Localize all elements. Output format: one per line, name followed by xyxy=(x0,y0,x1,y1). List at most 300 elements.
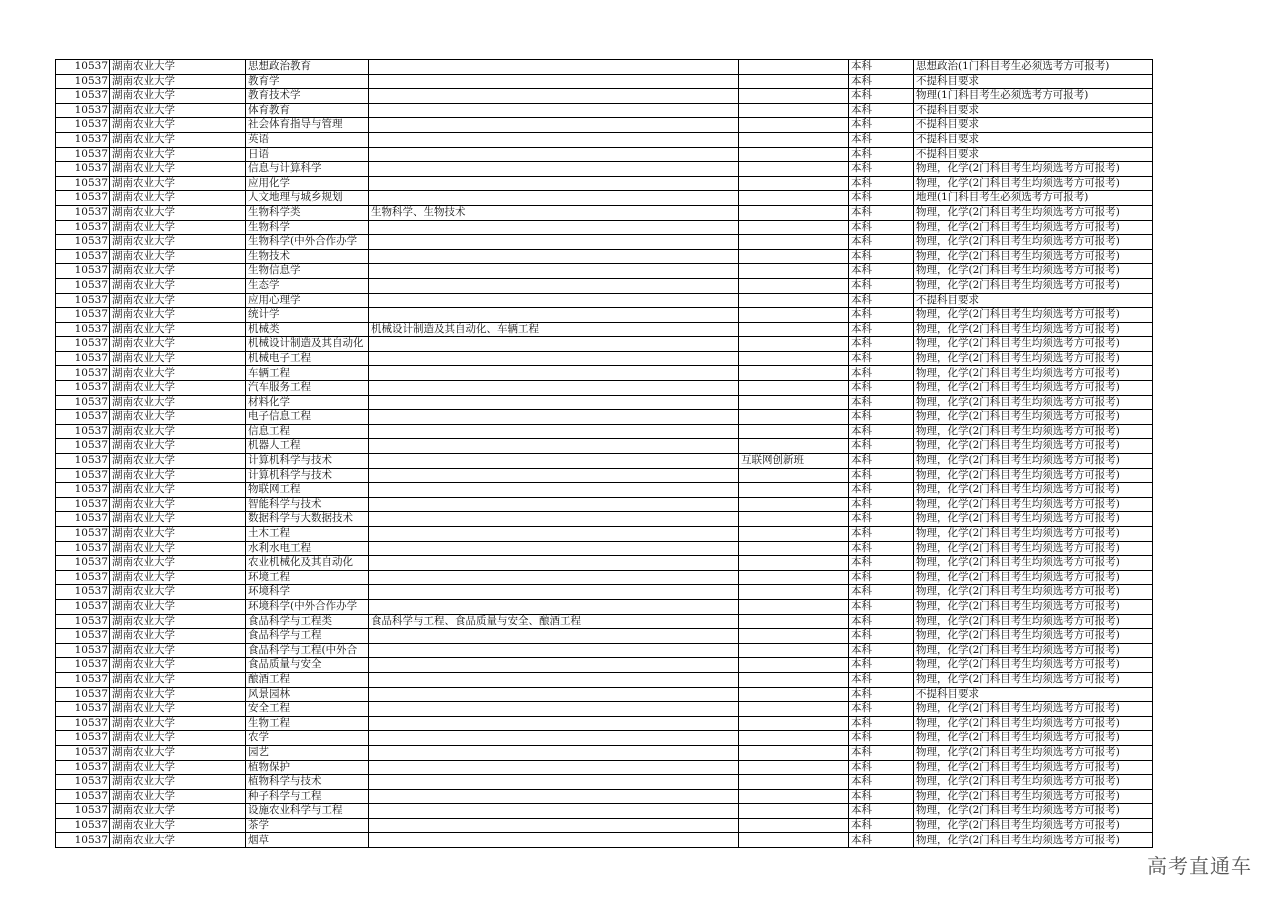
school-code-cell: 10537 xyxy=(56,395,110,410)
subject-requirement-cell: 不提科目要求 xyxy=(914,147,1153,162)
school-name-cell: 湖南农业大学 xyxy=(110,322,246,337)
table-row xyxy=(56,337,1153,352)
major-name-cell: 思想政治教育 xyxy=(246,60,369,75)
school-code-cell: 10537 xyxy=(56,585,110,600)
table-row xyxy=(56,833,1153,848)
major-name-cell: 生物技术 xyxy=(246,249,369,264)
school-code-cell: 10537 xyxy=(56,483,110,498)
included-majors-cell xyxy=(369,629,739,644)
major-name-cell: 物联网工程 xyxy=(246,483,369,498)
note-cell xyxy=(739,818,849,833)
subject-requirement-cell: 物理，化学(2门科目考生均须选考方可报考) xyxy=(914,570,1153,585)
level-cell: 本科 xyxy=(849,614,914,629)
level-cell: 本科 xyxy=(849,702,914,717)
level-cell: 本科 xyxy=(849,249,914,264)
level-cell: 本科 xyxy=(849,308,914,323)
note-cell xyxy=(739,103,849,118)
included-majors-cell xyxy=(369,497,739,512)
level-cell: 本科 xyxy=(849,132,914,147)
school-name-cell: 湖南农业大学 xyxy=(110,381,246,396)
school-code-cell: 10537 xyxy=(56,132,110,147)
school-code-cell: 10537 xyxy=(56,118,110,133)
note-cell xyxy=(739,483,849,498)
watermark: 高考直通车 xyxy=(1147,854,1252,878)
table-row xyxy=(56,454,1153,469)
note-cell xyxy=(739,89,849,104)
table-row xyxy=(56,789,1153,804)
subject-requirement-cell: 物理，化学(2门科目考生均须选考方可报考) xyxy=(914,527,1153,542)
subject-requirement-cell: 物理，化学(2门科目考生均须选考方可报考) xyxy=(914,439,1153,454)
included-majors-cell xyxy=(369,818,739,833)
school-code-cell: 10537 xyxy=(56,454,110,469)
subject-requirement-cell: 物理，化学(2门科目考生均须选考方可报考) xyxy=(914,424,1153,439)
table-row xyxy=(56,424,1153,439)
note-cell xyxy=(739,74,849,89)
school-name-cell: 湖南农业大学 xyxy=(110,424,246,439)
included-majors-cell xyxy=(369,599,739,614)
table-row xyxy=(56,118,1153,133)
included-majors-cell: 生物科学、生物技术 xyxy=(369,205,739,220)
major-name-cell: 机械电子工程 xyxy=(246,351,369,366)
note-cell xyxy=(739,702,849,717)
note-cell xyxy=(739,687,849,702)
included-majors-cell xyxy=(369,162,739,177)
level-cell: 本科 xyxy=(849,205,914,220)
school-name-cell: 湖南农业大学 xyxy=(110,103,246,118)
subject-requirement-cell: 物理，化学(2门科目考生均须选考方可报考) xyxy=(914,454,1153,469)
school-code-cell: 10537 xyxy=(56,658,110,673)
school-name-cell: 湖南农业大学 xyxy=(110,454,246,469)
major-name-cell: 烟草 xyxy=(246,833,369,848)
major-name-cell: 社会体育指导与管理 xyxy=(246,118,369,133)
school-name-cell: 湖南农业大学 xyxy=(110,147,246,162)
table-row xyxy=(56,410,1153,425)
major-name-cell: 机械类 xyxy=(246,322,369,337)
subject-requirement-cell: 物理，化学(2门科目考生均须选考方可报考) xyxy=(914,833,1153,848)
school-code-cell: 10537 xyxy=(56,410,110,425)
school-code-cell: 10537 xyxy=(56,818,110,833)
included-majors-cell xyxy=(369,118,739,133)
subject-requirement-cell: 物理，化学(2门科目考生均须选考方可报考) xyxy=(914,789,1153,804)
subject-requirement-cell: 物理，化学(2门科目考生均须选考方可报考) xyxy=(914,716,1153,731)
subject-requirement-cell: 物理，化学(2门科目考生均须选考方可报考) xyxy=(914,322,1153,337)
level-cell: 本科 xyxy=(849,643,914,658)
included-majors-cell xyxy=(369,249,739,264)
subject-requirement-cell: 物理，化学(2门科目考生均须选考方可报考) xyxy=(914,278,1153,293)
major-name-cell: 材料化学 xyxy=(246,395,369,410)
table-row xyxy=(56,760,1153,775)
school-name-cell: 湖南农业大学 xyxy=(110,775,246,790)
table-row xyxy=(56,599,1153,614)
included-majors-cell xyxy=(369,147,739,162)
school-name-cell: 湖南农业大学 xyxy=(110,702,246,717)
note-cell xyxy=(739,585,849,600)
school-name-cell: 湖南农业大学 xyxy=(110,293,246,308)
major-name-cell: 生态学 xyxy=(246,278,369,293)
school-name-cell: 湖南农业大学 xyxy=(110,468,246,483)
major-name-cell: 人文地理与城乡规划 xyxy=(246,191,369,206)
included-majors-cell xyxy=(369,585,739,600)
note-cell xyxy=(739,395,849,410)
note-cell xyxy=(739,191,849,206)
subject-requirement-cell: 物理，化学(2门科目考生均须选考方可报考) xyxy=(914,745,1153,760)
school-name-cell: 湖南农业大学 xyxy=(110,278,246,293)
school-code-cell: 10537 xyxy=(56,103,110,118)
level-cell: 本科 xyxy=(849,89,914,104)
level-cell: 本科 xyxy=(849,74,914,89)
school-code-cell: 10537 xyxy=(56,278,110,293)
table-row xyxy=(56,103,1153,118)
school-name-cell: 湖南农业大学 xyxy=(110,132,246,147)
major-name-cell: 园艺 xyxy=(246,745,369,760)
major-name-cell: 风景园林 xyxy=(246,687,369,702)
note-cell xyxy=(739,60,849,75)
included-majors-cell xyxy=(369,745,739,760)
table-row xyxy=(56,176,1153,191)
included-majors-cell xyxy=(369,235,739,250)
level-cell: 本科 xyxy=(849,351,914,366)
major-name-cell: 计算机科学与技术 xyxy=(246,468,369,483)
level-cell: 本科 xyxy=(849,760,914,775)
school-name-cell: 湖南农业大学 xyxy=(110,731,246,746)
subject-requirement-cell: 物理，化学(2门科目考生均须选考方可报考) xyxy=(914,351,1153,366)
school-code-cell: 10537 xyxy=(56,351,110,366)
school-code-cell: 10537 xyxy=(56,381,110,396)
school-name-cell: 湖南农业大学 xyxy=(110,541,246,556)
subject-requirement-cell: 物理，化学(2门科目考生均须选考方可报考) xyxy=(914,818,1153,833)
major-name-cell: 种子科学与工程 xyxy=(246,789,369,804)
level-cell: 本科 xyxy=(849,497,914,512)
level-cell: 本科 xyxy=(849,527,914,542)
note-cell xyxy=(739,235,849,250)
school-code-cell: 10537 xyxy=(56,176,110,191)
included-majors-cell xyxy=(369,454,739,469)
included-majors-cell xyxy=(369,308,739,323)
major-name-cell: 机械设计制造及其自动化 xyxy=(246,337,369,352)
included-majors-cell xyxy=(369,672,739,687)
subject-requirement-cell: 物理，化学(2门科目考生均须选考方可报考) xyxy=(914,672,1153,687)
school-code-cell: 10537 xyxy=(56,235,110,250)
note-cell xyxy=(739,643,849,658)
table-row xyxy=(56,541,1153,556)
subject-requirement-cell: 物理，化学(2门科目考生均须选考方可报考) xyxy=(914,599,1153,614)
subject-requirement-cell: 物理(1门科目考生必须选考方可报考) xyxy=(914,89,1153,104)
subject-requirement-cell: 物理，化学(2门科目考生均须选考方可报考) xyxy=(914,308,1153,323)
included-majors-cell xyxy=(369,293,739,308)
subject-requirement-cell: 物理，化学(2门科目考生均须选考方可报考) xyxy=(914,395,1153,410)
school-name-cell: 湖南农业大学 xyxy=(110,308,246,323)
included-majors-cell xyxy=(369,103,739,118)
school-name-cell: 湖南农业大学 xyxy=(110,643,246,658)
note-cell: 互联网创新班 xyxy=(739,454,849,469)
subject-requirement-cell: 物理，化学(2门科目考生均须选考方可报考) xyxy=(914,614,1153,629)
included-majors-cell xyxy=(369,381,739,396)
school-code-cell: 10537 xyxy=(56,789,110,804)
note-cell xyxy=(739,833,849,848)
included-majors-cell xyxy=(369,60,739,75)
school-name-cell: 湖南农业大学 xyxy=(110,760,246,775)
subject-requirement-cell: 思想政治(1门科目考生必须选考方可报考) xyxy=(914,60,1153,75)
included-majors-cell xyxy=(369,176,739,191)
major-name-cell: 生物科学 xyxy=(246,220,369,235)
table-row xyxy=(56,775,1153,790)
school-name-cell: 湖南农业大学 xyxy=(110,497,246,512)
table-row xyxy=(56,366,1153,381)
level-cell: 本科 xyxy=(849,454,914,469)
note-cell xyxy=(739,629,849,644)
subject-requirement-cell: 物理，化学(2门科目考生均须选考方可报考) xyxy=(914,643,1153,658)
level-cell: 本科 xyxy=(849,745,914,760)
note-cell xyxy=(739,118,849,133)
subject-requirement-cell: 物理，化学(2门科目考生均须选考方可报考) xyxy=(914,512,1153,527)
school-name-cell: 湖南农业大学 xyxy=(110,512,246,527)
school-name-cell: 湖南农业大学 xyxy=(110,629,246,644)
subject-requirement-cell: 地理(1门科目考生必须选考方可报考) xyxy=(914,191,1153,206)
table-row xyxy=(56,556,1153,571)
included-majors-cell xyxy=(369,833,739,848)
major-name-cell: 英语 xyxy=(246,132,369,147)
major-name-cell: 生物信息学 xyxy=(246,264,369,279)
school-code-cell: 10537 xyxy=(56,147,110,162)
school-code-cell: 10537 xyxy=(56,731,110,746)
school-name-cell: 湖南农业大学 xyxy=(110,205,246,220)
major-name-cell: 数据科学与大数据技术 xyxy=(246,512,369,527)
school-name-cell: 湖南农业大学 xyxy=(110,585,246,600)
school-code-cell: 10537 xyxy=(56,599,110,614)
note-cell xyxy=(739,205,849,220)
table-row xyxy=(56,191,1153,206)
school-code-cell: 10537 xyxy=(56,512,110,527)
level-cell: 本科 xyxy=(849,468,914,483)
admission-subject-table xyxy=(55,59,1153,848)
table-body xyxy=(56,60,1153,848)
level-cell: 本科 xyxy=(849,804,914,819)
school-name-cell: 湖南农业大学 xyxy=(110,658,246,673)
school-code-cell: 10537 xyxy=(56,614,110,629)
major-name-cell: 计算机科学与技术 xyxy=(246,454,369,469)
major-name-cell: 食品科学与工程(中外合 xyxy=(246,643,369,658)
included-majors-cell xyxy=(369,132,739,147)
school-code-cell: 10537 xyxy=(56,249,110,264)
included-majors-cell xyxy=(369,702,739,717)
school-name-cell: 湖南农业大学 xyxy=(110,483,246,498)
level-cell: 本科 xyxy=(849,337,914,352)
included-majors-cell xyxy=(369,337,739,352)
table-row xyxy=(56,614,1153,629)
major-name-cell: 应用化学 xyxy=(246,176,369,191)
level-cell: 本科 xyxy=(849,293,914,308)
level-cell: 本科 xyxy=(849,556,914,571)
level-cell: 本科 xyxy=(849,220,914,235)
note-cell xyxy=(739,658,849,673)
level-cell: 本科 xyxy=(849,410,914,425)
major-name-cell: 统计学 xyxy=(246,308,369,323)
major-name-cell: 环境科学 xyxy=(246,585,369,600)
included-majors-cell xyxy=(369,716,739,731)
subject-requirement-cell: 物理，化学(2门科目考生均须选考方可报考) xyxy=(914,220,1153,235)
note-cell xyxy=(739,439,849,454)
subject-requirement-cell: 物理，化学(2门科目考生均须选考方可报考) xyxy=(914,483,1153,498)
included-majors-cell xyxy=(369,278,739,293)
major-name-cell: 农学 xyxy=(246,731,369,746)
subject-requirement-cell: 物理，化学(2门科目考生均须选考方可报考) xyxy=(914,337,1153,352)
subject-requirement-cell: 物理，化学(2门科目考生均须选考方可报考) xyxy=(914,804,1153,819)
major-name-cell: 信息与计算科学 xyxy=(246,162,369,177)
major-name-cell: 电子信息工程 xyxy=(246,410,369,425)
note-cell xyxy=(739,337,849,352)
note-cell xyxy=(739,424,849,439)
school-code-cell: 10537 xyxy=(56,191,110,206)
level-cell: 本科 xyxy=(849,585,914,600)
school-name-cell: 湖南农业大学 xyxy=(110,687,246,702)
table-row xyxy=(56,351,1153,366)
level-cell: 本科 xyxy=(849,833,914,848)
level-cell: 本科 xyxy=(849,731,914,746)
note-cell xyxy=(739,599,849,614)
note-cell xyxy=(739,147,849,162)
major-name-cell: 食品质量与安全 xyxy=(246,658,369,673)
table-row xyxy=(56,570,1153,585)
table-row xyxy=(56,89,1153,104)
note-cell xyxy=(739,351,849,366)
school-code-cell: 10537 xyxy=(56,264,110,279)
subject-requirement-cell: 物理，化学(2门科目考生均须选考方可报考) xyxy=(914,629,1153,644)
school-name-cell: 湖南农业大学 xyxy=(110,410,246,425)
note-cell xyxy=(739,672,849,687)
note-cell xyxy=(739,804,849,819)
school-name-cell: 湖南农业大学 xyxy=(110,818,246,833)
school-name-cell: 湖南农业大学 xyxy=(110,570,246,585)
subject-requirement-cell: 物理，化学(2门科目考生均须选考方可报考) xyxy=(914,381,1153,396)
school-code-cell: 10537 xyxy=(56,556,110,571)
school-code-cell: 10537 xyxy=(56,570,110,585)
major-name-cell: 应用心理学 xyxy=(246,293,369,308)
level-cell: 本科 xyxy=(849,775,914,790)
table-row xyxy=(56,60,1153,75)
school-name-cell: 湖南农业大学 xyxy=(110,337,246,352)
note-cell xyxy=(739,132,849,147)
table-row xyxy=(56,74,1153,89)
table-row xyxy=(56,278,1153,293)
school-name-cell: 湖南农业大学 xyxy=(110,716,246,731)
level-cell: 本科 xyxy=(849,381,914,396)
note-cell xyxy=(739,249,849,264)
major-name-cell: 酿酒工程 xyxy=(246,672,369,687)
school-code-cell: 10537 xyxy=(56,745,110,760)
subject-requirement-cell: 物理，化学(2门科目考生均须选考方可报考) xyxy=(914,235,1153,250)
subject-requirement-cell: 物理，化学(2门科目考生均须选考方可报考) xyxy=(914,556,1153,571)
table-row xyxy=(56,716,1153,731)
included-majors-cell xyxy=(369,541,739,556)
school-code-cell: 10537 xyxy=(56,702,110,717)
major-name-cell: 车辆工程 xyxy=(246,366,369,381)
table-row xyxy=(56,439,1153,454)
note-cell xyxy=(739,322,849,337)
school-code-cell: 10537 xyxy=(56,366,110,381)
school-name-cell: 湖南农业大学 xyxy=(110,249,246,264)
included-majors-cell xyxy=(369,395,739,410)
table-row xyxy=(56,395,1153,410)
note-cell xyxy=(739,293,849,308)
note-cell xyxy=(739,162,849,177)
subject-requirement-cell: 物理，化学(2门科目考生均须选考方可报考) xyxy=(914,410,1153,425)
major-name-cell: 植物科学与技术 xyxy=(246,775,369,790)
level-cell: 本科 xyxy=(849,118,914,133)
major-name-cell: 农业机械化及其自动化 xyxy=(246,556,369,571)
included-majors-cell xyxy=(369,775,739,790)
school-code-cell: 10537 xyxy=(56,220,110,235)
major-name-cell: 教育学 xyxy=(246,74,369,89)
school-code-cell: 10537 xyxy=(56,760,110,775)
major-name-cell: 环境工程 xyxy=(246,570,369,585)
table-row xyxy=(56,702,1153,717)
note-cell xyxy=(739,410,849,425)
level-cell: 本科 xyxy=(849,716,914,731)
school-name-cell: 湖南农业大学 xyxy=(110,527,246,542)
included-majors-cell xyxy=(369,789,739,804)
subject-requirement-cell: 物理，化学(2门科目考生均须选考方可报考) xyxy=(914,731,1153,746)
subject-requirement-cell: 物理，化学(2门科目考生均须选考方可报考) xyxy=(914,541,1153,556)
subject-requirement-cell: 不提科目要求 xyxy=(914,74,1153,89)
subject-requirement-cell: 物理，化学(2门科目考生均须选考方可报考) xyxy=(914,264,1153,279)
subject-requirement-cell: 物理，化学(2门科目考生均须选考方可报考) xyxy=(914,497,1153,512)
level-cell: 本科 xyxy=(849,541,914,556)
level-cell: 本科 xyxy=(849,235,914,250)
table-row xyxy=(56,512,1153,527)
school-name-cell: 湖南农业大学 xyxy=(110,439,246,454)
note-cell xyxy=(739,497,849,512)
table-row xyxy=(56,132,1153,147)
school-name-cell: 湖南农业大学 xyxy=(110,162,246,177)
school-code-cell: 10537 xyxy=(56,322,110,337)
subject-requirement-cell: 物理，化学(2门科目考生均须选考方可报考) xyxy=(914,249,1153,264)
subject-requirement-cell: 物理，化学(2门科目考生均须选考方可报考) xyxy=(914,366,1153,381)
included-majors-cell xyxy=(369,643,739,658)
note-cell xyxy=(739,570,849,585)
table-row xyxy=(56,381,1153,396)
major-name-cell: 植物保护 xyxy=(246,760,369,775)
table-row xyxy=(56,818,1153,833)
included-majors-cell xyxy=(369,556,739,571)
major-name-cell: 食品科学与工程 xyxy=(246,629,369,644)
school-code-cell: 10537 xyxy=(56,205,110,220)
table-row xyxy=(56,235,1153,250)
major-name-cell: 土木工程 xyxy=(246,527,369,542)
school-code-cell: 10537 xyxy=(56,643,110,658)
subject-requirement-cell: 物理，化学(2门科目考生均须选考方可报考) xyxy=(914,702,1153,717)
school-name-cell: 湖南农业大学 xyxy=(110,60,246,75)
note-cell xyxy=(739,716,849,731)
included-majors-cell xyxy=(369,570,739,585)
included-majors-cell xyxy=(369,191,739,206)
level-cell: 本科 xyxy=(849,629,914,644)
note-cell xyxy=(739,541,849,556)
table-row xyxy=(56,585,1153,600)
major-name-cell: 设施农业科学与工程 xyxy=(246,804,369,819)
table-row xyxy=(56,249,1153,264)
table-row xyxy=(56,658,1153,673)
school-code-cell: 10537 xyxy=(56,308,110,323)
school-code-cell: 10537 xyxy=(56,89,110,104)
school-name-cell: 湖南农业大学 xyxy=(110,804,246,819)
school-code-cell: 10537 xyxy=(56,541,110,556)
school-code-cell: 10537 xyxy=(56,337,110,352)
included-majors-cell xyxy=(369,366,739,381)
included-majors-cell xyxy=(369,512,739,527)
level-cell: 本科 xyxy=(849,658,914,673)
school-code-cell: 10537 xyxy=(56,60,110,75)
table-row xyxy=(56,162,1153,177)
